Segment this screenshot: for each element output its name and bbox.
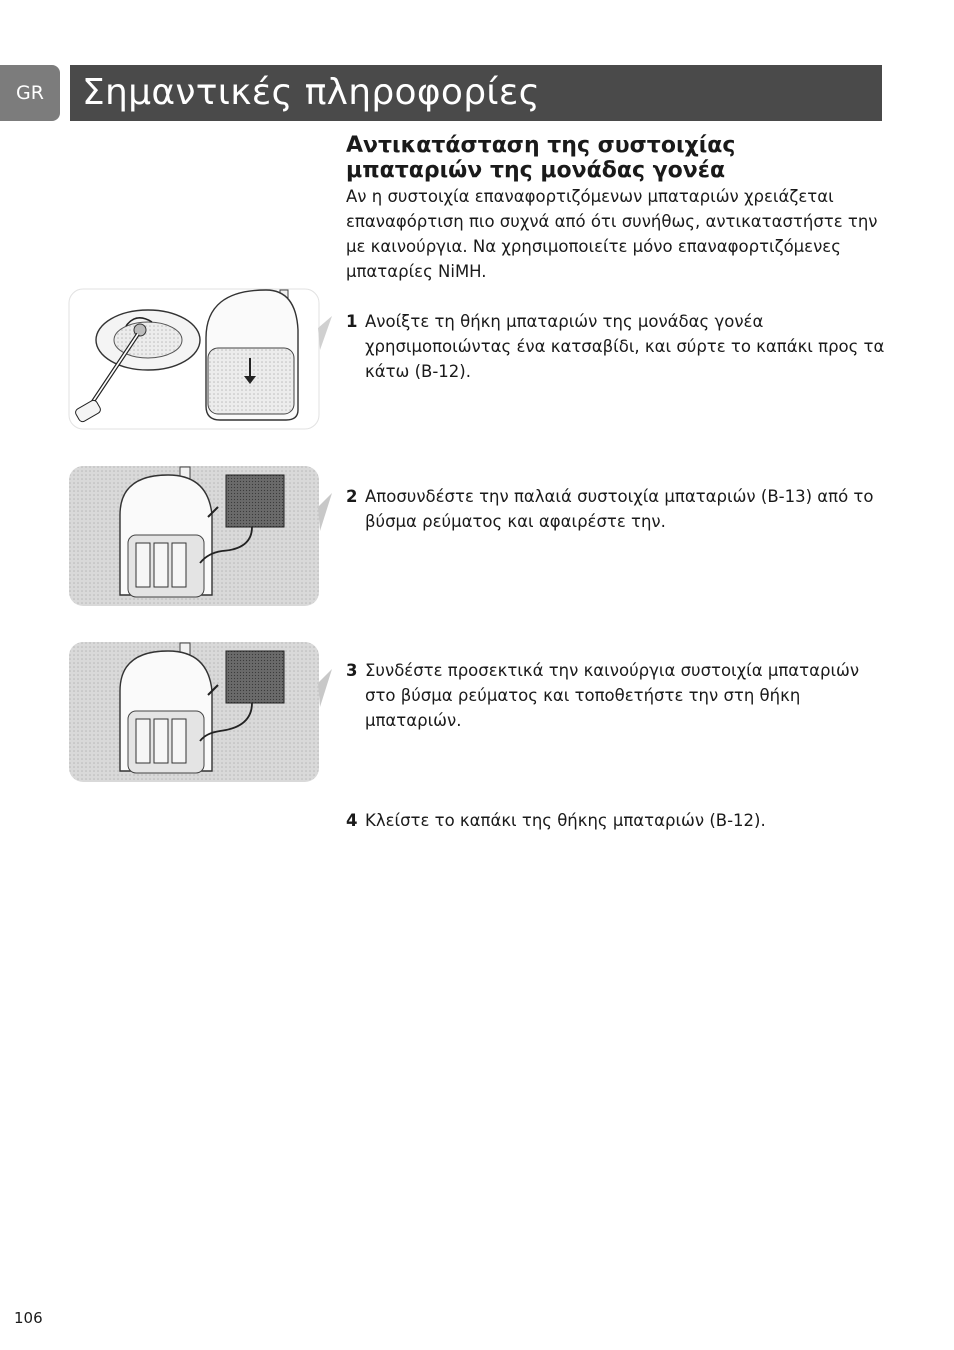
step-number: 4: [346, 811, 358, 830]
illustration-disconnect-battery: [68, 465, 334, 610]
step-text: Συνδέστε προσεκτικά την καινούργια συστοιχία μπαταριών στο βύσμα ρεύματος και τοποθετήστε την στη θήκη μπαταριών.: [365, 661, 860, 730]
step-3: [346, 658, 886, 733]
step-text: Ανοίξτε τη θήκη μπαταριών της μονάδας γονέα χρησιμοποιώντας ένα κατσαβίδι, και σύρτε το καπάκι προς τα κάτω (B-12).: [365, 312, 885, 381]
step-4: [346, 808, 886, 833]
step-text: Αποσυνδέστε την παλαιά συστοιχία μπαταριών (B-13) από το βύσμα ρεύματος και αφαιρέστε την.: [365, 487, 874, 531]
page-number: 106: [14, 1309, 43, 1327]
header-bar: [70, 65, 882, 121]
step-number: 1: [346, 312, 358, 331]
page-title: Σημαντικές πληροφορίες: [82, 72, 541, 113]
illustration-open-cover: [68, 288, 334, 433]
intro-paragraph: Αν η συστοιχία επαναφορτιζόμενων μπαταριών χρειάζεται επαναφόρτιση πιο συχνά από ότι συνήθως, αντικαταστήστε την με καινούργια. Να χρησιμοποιείτε μόνο επαναφορτιζόμενες μπαταρίες NiMH.: [346, 187, 878, 281]
language-tab: GR: [0, 65, 60, 121]
step-number: 2: [346, 487, 358, 506]
illustration-connect-battery: [68, 641, 334, 786]
step-2: [346, 484, 886, 534]
section-heading: Αντικατάσταση της συστοιχίας μπαταριών της μονάδας γονέα: [346, 133, 736, 183]
step-text: Κλείστε το καπάκι της θήκης μπαταριών (B-12).: [365, 811, 766, 830]
step-number: 3: [346, 661, 358, 680]
step-1: [346, 309, 886, 384]
